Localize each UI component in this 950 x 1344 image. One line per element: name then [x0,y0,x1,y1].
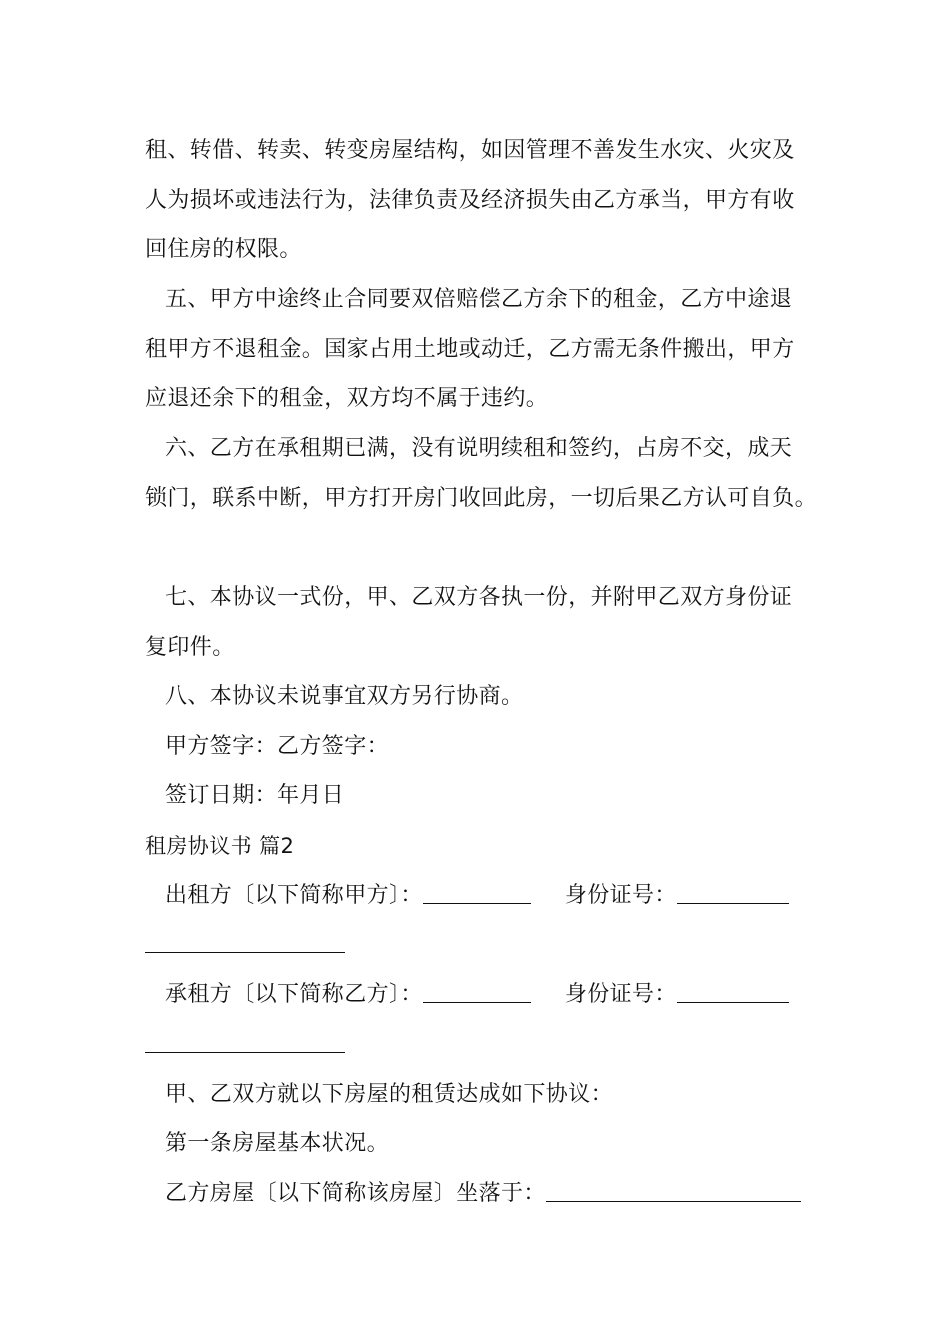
clause4-line-3: 回住房的权限。 [145,237,302,262]
clause8: 八、本协议未说事宜双方另行协商。 [165,684,524,709]
agreement-intro: 甲、乙双方就以下房屋的租赁达成如下协议： [165,1082,614,1107]
lessee-name-blank [423,980,531,1003]
lessee-row [165,980,789,1010]
lessor-id-continuation [145,930,345,960]
house-location-label: 乙方房屋〔以下简称该房屋〕坐落于： [165,1181,546,1206]
lessor-label: 出租方〔以下简称甲方〕： [165,883,423,908]
lessee-id-blank-cont [145,1030,345,1053]
lessor-id-label: 身份证号： [564,883,677,908]
sign-date: 签订日期：年月日 [165,783,345,808]
article1-title: 第一条房屋基本状况。 [165,1131,390,1156]
clause6-line-2: 锁门，联系中断，甲方打开房门收回此房，一切后果乙方认可自负。 [145,486,818,511]
clause7-line-1: 七、本协议一式份，甲、乙双方各执一份，并附甲乙双方身份证 [165,585,793,610]
lessor-row [165,881,789,911]
clause6-line-1: 六、乙方在承租期已满，没有说明续租和签约，占房不交，成天 [165,436,793,461]
clause5-line-2: 租甲方不退租金。国家占用土地或动迁，乙方需无条件搬出，甲方 [145,337,795,362]
lessor-id-blank [677,881,789,904]
house-location-row [165,1179,801,1209]
house-location-blank [546,1179,801,1202]
clause7-line-2: 复印件。 [145,635,235,660]
clause4-line-1: 租、转借、转卖、转变房屋结构，如因管理不善发生水灾、火灾及 [145,138,795,163]
lessor-id-blank-cont [145,930,345,953]
clause5-line-3: 应退还余下的租金，双方均不属于违约。 [145,386,549,411]
lessee-id-blank [677,980,789,1003]
clause4-line-2: 人为损坏或违法行为，法律负责及经济损失由乙方承当，甲方有收 [145,188,795,213]
clause5-line-1: 五、甲方中途终止合同要双倍赔偿乙方余下的租金，乙方中途退 [165,287,793,312]
section-heading: 租房协议书 篇2 [145,834,295,858]
lessee-id-label: 身份证号： [564,982,677,1007]
lessee-label: 承租方〔以下简称乙方〕： [165,982,423,1007]
signature-line: 甲方签字：乙方签字： [165,734,390,759]
lessor-name-blank [423,881,531,904]
lessee-id-continuation [145,1030,345,1060]
